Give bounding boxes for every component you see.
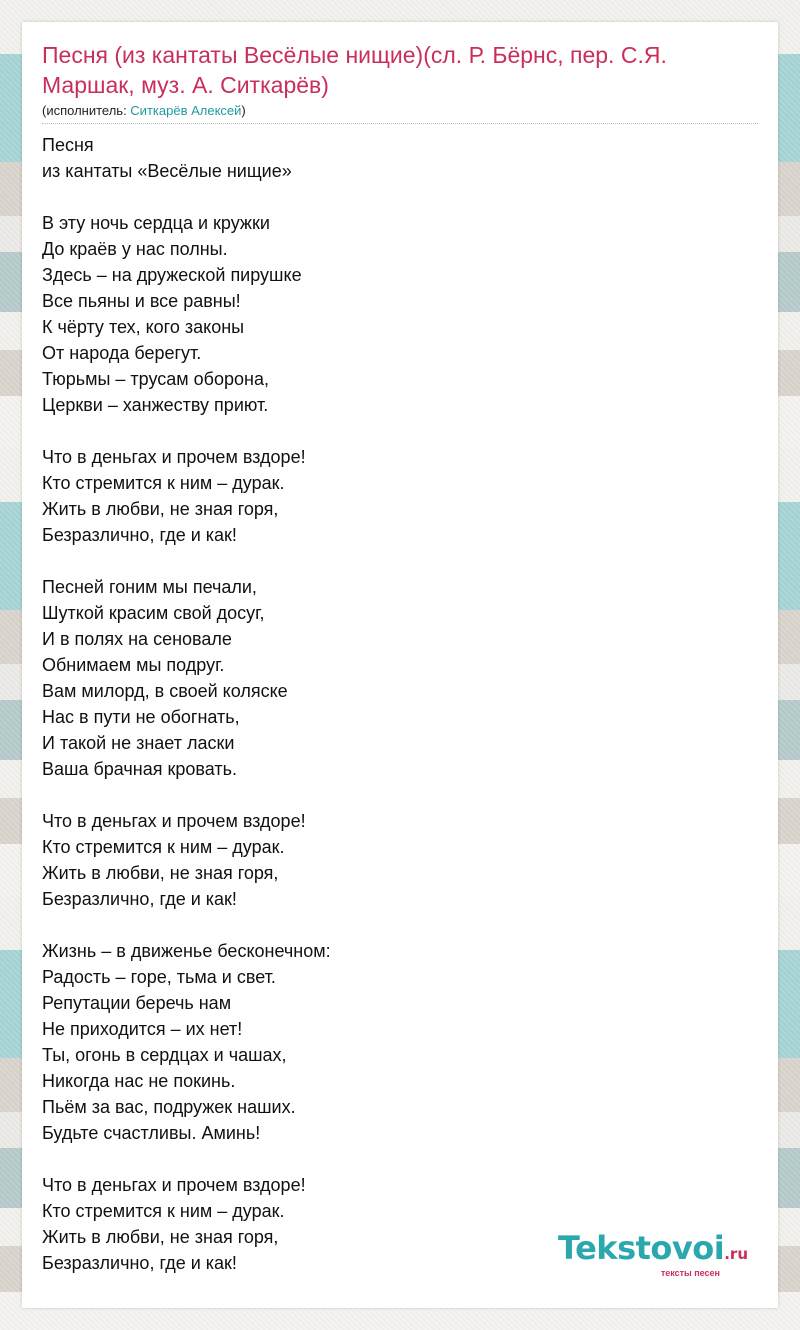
lyric-line: Репутации беречь нам — [42, 993, 232, 1013]
lyric-line: Что в деньгах и прочем вздоре! — [42, 447, 306, 467]
lyric-line: Кто стремится к ним – дурак. — [42, 1201, 285, 1221]
lyric-line: Радость – горе, тьма и свет. — [42, 967, 276, 987]
stanza — [42, 210, 758, 418]
lyric-line: Жить в любви, не зная горя, — [42, 499, 279, 519]
logo-tagline: тексты песен — [660, 1268, 720, 1278]
lyric-line: Кто стремится к ним – дурак. — [42, 473, 285, 493]
lyric-line: Безразлично, где и как! — [42, 1253, 237, 1273]
lyric-line: Что в деньгах и прочем вздоре! — [42, 1175, 306, 1195]
lyric-line: Жить в любви, не зная горя, — [42, 1227, 279, 1247]
lyrics-text — [42, 132, 758, 1276]
lyric-line: До краёв у нас полны. — [42, 239, 228, 259]
lyric-line: Песня — [42, 135, 94, 155]
lyric-line: Нас в пути не обогнать, — [42, 707, 240, 727]
lyric-line: В эту ночь сердца и кружки — [42, 213, 270, 233]
lyric-line: Будьте счастливы. Аминь! — [42, 1123, 261, 1143]
lyric-line: Жизнь – в движенье бесконечном: — [42, 941, 331, 961]
lyric-line: И такой не знает ласки — [42, 733, 235, 753]
lyric-line: К чёрту тех, кого законы — [42, 317, 245, 337]
performer-suffix: ) — [241, 103, 246, 118]
stanza — [42, 132, 758, 184]
lyric-line: Обнимаем мы подруг. — [42, 655, 225, 675]
stanza — [42, 808, 758, 912]
site-logo[interactable] — [558, 1229, 748, 1278]
lyrics-card — [22, 22, 778, 1308]
lyric-line: Кто стремится к ним – дурак. — [42, 837, 285, 857]
lyric-line: Никогда нас не покинь. — [42, 1071, 236, 1091]
lyric-line: И в полях на сеновале — [42, 629, 232, 649]
lyric-line: Шуткой красим свой досуг, — [42, 603, 265, 623]
logo-wordmark — [558, 1229, 748, 1270]
lyric-line: Не приходится – их нет! — [42, 1019, 243, 1039]
lyric-line: Пьём за вас, подружек наших. — [42, 1097, 296, 1117]
lyric-line: Ваша брачная кровать. — [42, 759, 237, 779]
lyric-line: Ты, огонь в сердцах и чашах, — [42, 1045, 287, 1065]
performer-link[interactable]: Ситкарёв Алексей — [130, 103, 242, 118]
stanza — [42, 938, 758, 1146]
stanza — [42, 574, 758, 782]
lyric-line: От народа берегут. — [42, 343, 202, 363]
lyric-line: Безразлично, где и как! — [42, 525, 237, 545]
lyric-line: Песней гоним мы печали, — [42, 577, 257, 597]
logo-name: Tekstovoi — [558, 1229, 725, 1267]
performer-prefix: (исполнитель: — [42, 103, 131, 118]
stanza — [42, 444, 758, 548]
lyric-line: Все пьяны и все равны! — [42, 291, 241, 311]
lyric-line: из кантаты «Весёлые нищие» — [42, 161, 292, 181]
lyric-line: Что в деньгах и прочем вздоре! — [42, 811, 306, 831]
lyric-line: Здесь – на дружеской пирушке — [42, 265, 302, 285]
lyric-line: Безразлично, где и как! — [42, 889, 237, 909]
title-divider — [42, 123, 758, 124]
lyric-line: Жить в любви, не зная горя, — [42, 863, 279, 883]
performer-line — [42, 102, 758, 119]
song-title: Песня (из кантаты Весёлые нищие)(сл. Р. Бёрнс, пер. С.Я. Маршак, муз. А. Ситкарёв) — [42, 42, 667, 98]
lyric-line: Вам милорд, в своей коляске — [42, 681, 288, 701]
logo-tld: .ru — [724, 1245, 748, 1263]
lyric-line: Церкви – ханжеству приют. — [42, 395, 269, 415]
lyric-line: Тюрьмы – трусам оборона, — [42, 369, 269, 389]
